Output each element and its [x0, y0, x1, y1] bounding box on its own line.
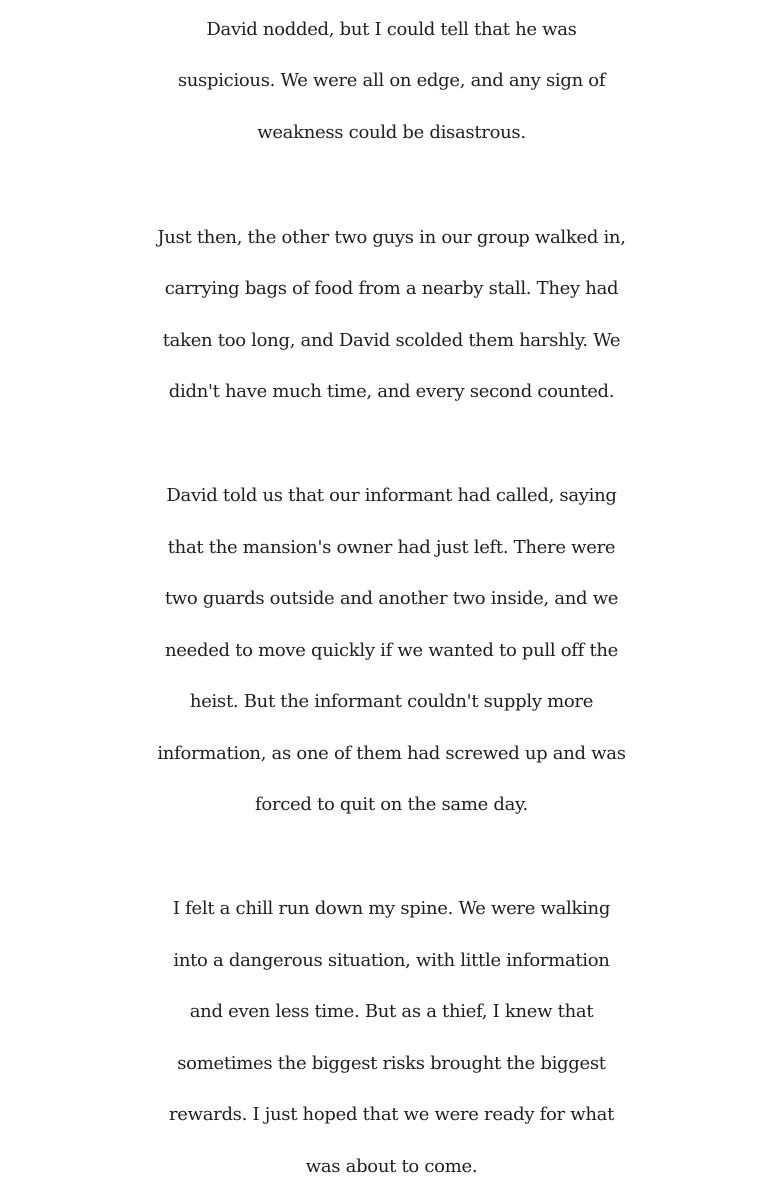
paragraph-3-line-2: that the mansion's owner had just left. There were	[167, 537, 616, 558]
paragraph-1-line-3: weakness could be disastrous.	[257, 122, 526, 143]
paragraph-3-line-6: information, as one of them had screwed up and was	[157, 743, 626, 764]
paragraph-3-line-1: David told us that our informant had called, saying	[166, 485, 617, 506]
paragraph-1-line-2: suspicious. We were all on edge, and any sign of	[177, 70, 606, 91]
paragraph-2-line-3: taken too long, and David scolded them harshly. We	[162, 330, 621, 351]
paragraph-4-line-2: into a dangerous situation, with little information	[173, 950, 610, 971]
paragraph-3-line-3: two guards outside and another two inside, and we	[164, 588, 619, 609]
paragraph-4-line-3: and even less time. But as a thief, I knew that	[189, 1001, 594, 1022]
paragraph-4-line-4: sometimes the biggest risks brought the biggest	[177, 1053, 606, 1074]
paragraph-3-line-7: forced to quit on the same day.	[255, 794, 528, 815]
paragraph-4-line-5: rewards. I just hoped that we were ready for what	[168, 1104, 615, 1125]
paragraph-1-line-1: David nodded, but I could tell that he was	[206, 19, 577, 40]
paragraph-2-line-1: Just then, the other two guys in our group walked in,	[157, 227, 626, 248]
paragraph-4-line-6: was about to come.	[305, 1156, 478, 1177]
paragraph-4-line-1: I felt a chill run down my spine. We were walking	[172, 898, 611, 919]
paragraph-2-line-2: carrying bags of food from a nearby stall. They had	[164, 278, 619, 299]
paragraph-3-line-4: needed to move quickly if we wanted to pull off the	[164, 640, 619, 661]
paragraph-3-line-5: heist. But the informant couldn't supply more	[189, 691, 594, 712]
paragraph-2-line-4: didn't have much time, and every second counted.	[168, 381, 615, 402]
